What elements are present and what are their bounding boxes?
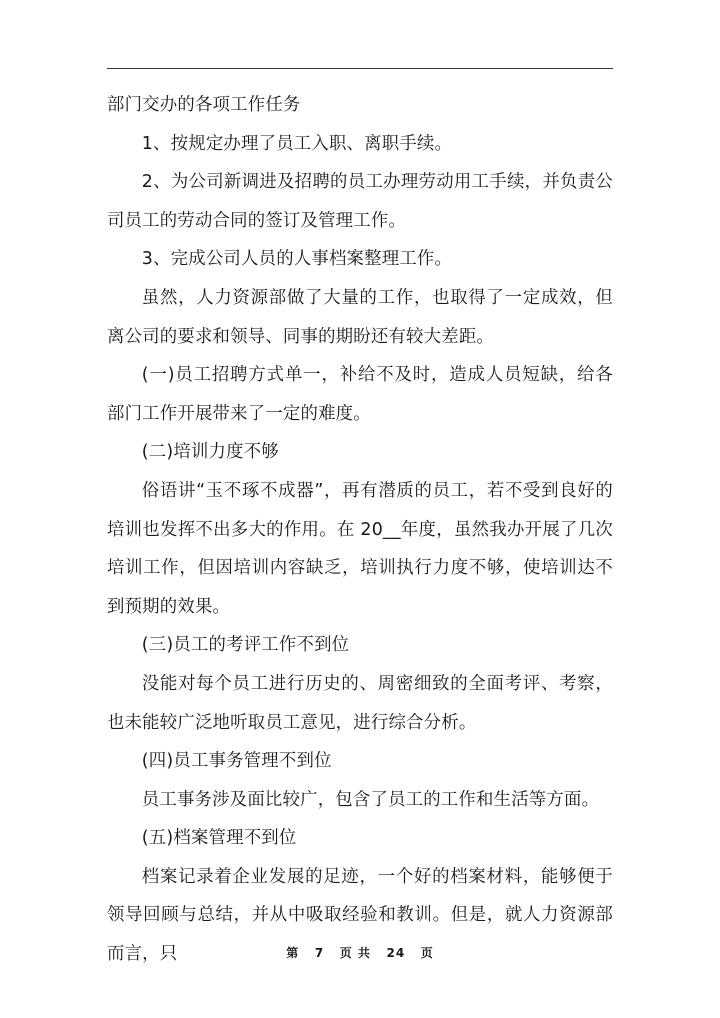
page-number-current: 7 xyxy=(314,946,325,960)
paragraph: 档案记录着企业发展的足迹，一个好的档案材料，能够便于领导回顾与总结，并从中吸取经验和教训。但是，就人力资源部而言，只 xyxy=(107,866,613,965)
paragraph: 1、按规定办理了员工入职、离职手续。 xyxy=(141,133,453,154)
section-heading: (四)员工事务管理不到位 xyxy=(141,751,332,772)
page-number-middle: 页 共 xyxy=(339,946,371,960)
paragraph: 没能对每个员工进行历史的、周密细致的全面考评、考察，也未能较广泛地听取员工意见，进行综合分析。 xyxy=(107,673,613,733)
paragraph: 3、完成公司人员的人事档案整理工作。 xyxy=(141,249,453,270)
page-number-total: 24 xyxy=(386,946,406,960)
paragraph: 俗语讲“玉不琢不成器”，再有潜质的员工，若不受到良好的培训也发挥不出多大的作用。在 20__年度，虽然我办开展了几次培训工作，但因培训内容缺乏，培训执行力度不够，使培训达不到预期的效果。 xyxy=(107,480,613,617)
paragraph: (一)员工招聘方式单一，补给不及时，造成人员短缺，给各部门工作开展带来了一定的难度。 xyxy=(107,365,613,424)
section-heading: (五)档案管理不到位 xyxy=(141,828,297,849)
section-heading: (三)员工的考评工作不到位 xyxy=(141,635,350,656)
paragraph: 部门交办的各项工作任务 xyxy=(107,95,301,115)
paragraph: 2、为公司新调进及招聘的员工办理劳动用工手续，并负责公司员工的劳动合同的签订及管理工作。 xyxy=(107,172,613,231)
section-heading: (二)培训力度不够 xyxy=(141,442,279,463)
page-number-suffix: 页 xyxy=(420,946,434,960)
paragraph: 员工事务涉及面比较广，包含了员工的工作和生活等方面。 xyxy=(141,789,600,810)
document-body xyxy=(107,86,613,974)
paragraph: 虽然，人力资源部做了大量的工作，也取得了一定成效，但离公司的要求和领导、同事的期盼还有较大差距。 xyxy=(107,287,613,347)
header-divider xyxy=(107,68,613,69)
page-footer xyxy=(0,944,720,961)
page-number-prefix: 第 xyxy=(286,946,300,960)
